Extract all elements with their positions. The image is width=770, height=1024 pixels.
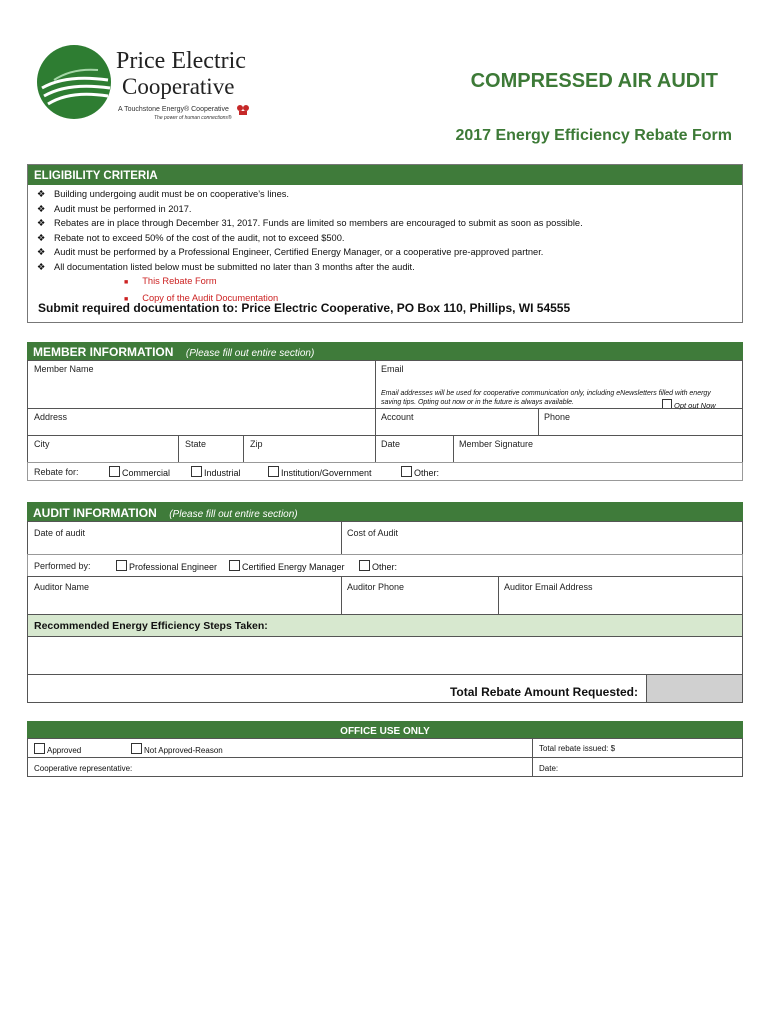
page-subtitle: 2017 Energy Efficiency Rebate Form [455, 127, 732, 144]
logo [36, 44, 276, 124]
office-date-field[interactable] [532, 757, 743, 777]
opt-out-label: Opt out Now [674, 401, 716, 410]
member-heading-text: MEMBER INFORMATION [33, 345, 174, 359]
email-field[interactable] [375, 360, 743, 409]
phone-label: Phone [544, 412, 571, 422]
phone-field[interactable] [538, 408, 743, 436]
logo-subtagline: The power of human connections® [154, 115, 232, 121]
total-amount-input[interactable] [646, 674, 743, 703]
price-electric-logo-emblem [36, 44, 116, 124]
submit-instructions: Submit required documentation to: Price Electric Cooperative, PO Box 110, Phillips, WI 54555 [38, 301, 571, 315]
auditor-name-label: Auditor Name [34, 582, 90, 592]
steps-input-area[interactable] [27, 636, 743, 675]
checkbox-icon [131, 743, 142, 754]
bullet-diamond-icon: ❖ [36, 261, 46, 272]
industrial-label: Industrial [204, 468, 241, 478]
criteria-list [28, 187, 742, 307]
doc-text: Copy of the Audit Documentation [142, 292, 279, 303]
performed-by-label: Performed by: [34, 561, 91, 571]
total-label: Total Rebate Amount Requested: [449, 685, 638, 699]
criteria-item [28, 202, 742, 217]
total-issued-field[interactable] [532, 738, 743, 758]
performed-by-row [27, 554, 743, 577]
total-issued-label: Total rebate issued: $ [539, 744, 616, 753]
checkbox-icon [359, 560, 370, 571]
member-heading [27, 342, 743, 360]
cem-label: Certified Energy Manager [242, 562, 345, 572]
account-field[interactable] [375, 408, 539, 436]
auditor-email-field[interactable] [498, 576, 743, 615]
bullet-diamond-icon: ❖ [36, 232, 46, 243]
audit-other-label: Other: [372, 562, 398, 572]
checkbox-icon [109, 466, 120, 477]
criteria-text: Rebate not to exceed 50% of the cost of the audit, not to exceed $500. [54, 232, 345, 243]
state-field[interactable] [178, 435, 244, 463]
bullet-dot-icon: ■ [124, 295, 129, 303]
auditor-phone-label: Auditor Phone [347, 582, 405, 592]
cost-of-audit-field[interactable] [341, 521, 743, 555]
city-label: City [34, 439, 50, 449]
criteria-text: Audit must be performed by a Professional Engineer, Certified Energy Manager, or a cooperative pre-approved partner. [54, 247, 544, 257]
state-label: State [185, 439, 207, 449]
commercial-label: Commercial [122, 468, 171, 478]
other-checkbox[interactable] [401, 466, 439, 478]
eligibility-section [27, 164, 743, 323]
cem-checkbox[interactable] [229, 560, 345, 572]
criteria-text: Rebates are in place through December 31, 2017. Funds are limited so members are encouraged to submit as soon as possible. [54, 218, 583, 228]
eligibility-heading-text: ELIGIBILITY CRITERIA [34, 170, 158, 182]
doc-item [28, 274, 742, 291]
criteria-item [28, 216, 742, 231]
email-label: Email [381, 364, 404, 374]
checkbox-icon [268, 466, 279, 477]
date-of-audit-field[interactable] [27, 521, 342, 555]
checkbox-icon [401, 466, 412, 477]
address-field[interactable] [27, 408, 376, 436]
member-name-field[interactable] [27, 360, 376, 409]
rebate-for-label: Rebate for: [34, 467, 79, 477]
industrial-checkbox[interactable] [191, 466, 241, 478]
not-approved-checkbox[interactable] [131, 743, 223, 755]
criteria-text: Building undergoing audit must be on cooperative’s lines. [54, 189, 289, 199]
auditor-email-label: Auditor Email Address [504, 582, 593, 592]
email-note: Email addresses will be used for cooperative communication only, including eNewsletters filled with energy saving tips. Opting out now or in the future is always available. [381, 390, 711, 406]
zip-label: Zip [250, 439, 263, 449]
address-label: Address [34, 412, 68, 422]
criteria-item [28, 231, 742, 246]
checkbox-icon [34, 743, 45, 754]
auditor-name-field[interactable] [27, 576, 342, 615]
coop-rep-label: Cooperative representative: [34, 764, 133, 773]
touchstone-icon [236, 102, 250, 116]
audit-heading-note: (Please fill out entire section) [169, 509, 298, 520]
date-label: Date [381, 439, 401, 449]
eligibility-heading [28, 165, 742, 185]
coop-rep-field[interactable] [27, 757, 533, 777]
checkbox-icon [229, 560, 240, 571]
signature-label: Member Signature [459, 439, 534, 449]
commercial-checkbox[interactable] [109, 466, 170, 478]
criteria-item [28, 260, 742, 275]
checkbox-icon [191, 466, 202, 477]
checkbox-icon [116, 560, 127, 571]
total-row [27, 674, 647, 703]
approved-checkbox[interactable] [34, 743, 81, 755]
doc-text: This Rebate Form [142, 276, 217, 286]
member-name-label: Member Name [34, 364, 94, 374]
institution-label: Institution/Government [281, 468, 372, 478]
pe-checkbox[interactable] [116, 560, 217, 572]
steps-heading [27, 614, 743, 637]
other-label: Other: [414, 468, 440, 478]
office-approval-row [27, 738, 533, 758]
city-field[interactable] [27, 435, 179, 463]
bullet-diamond-icon: ❖ [36, 247, 46, 257]
rebate-for-row [27, 462, 743, 481]
criteria-text: All documentation listed below must be submitted no later than 3 months after the audit. [54, 261, 415, 272]
institution-checkbox[interactable] [268, 466, 372, 478]
office-heading-text: OFFICE USE ONLY [340, 726, 430, 737]
account-label: Account [381, 412, 414, 422]
criteria-item [28, 187, 742, 202]
audit-heading-text: AUDIT INFORMATION [33, 506, 157, 520]
approved-label: Approved [47, 746, 82, 755]
bullet-diamond-icon: ❖ [36, 203, 46, 214]
bullet-diamond-icon: ❖ [36, 218, 46, 228]
not-approved-label: Not Approved-Reason [144, 746, 223, 755]
pe-label: Professional Engineer [129, 562, 218, 572]
audit-heading [27, 502, 743, 521]
office-date-label: Date: [539, 764, 559, 773]
date-of-audit-label: Date of audit [34, 528, 86, 538]
bullet-dot-icon: ■ [124, 279, 129, 286]
steps-label: Recommended Energy Efficiency Steps Taken: [34, 620, 268, 632]
office-heading [27, 721, 743, 738]
date-field[interactable] [375, 435, 454, 463]
zip-field[interactable] [243, 435, 376, 463]
auditor-phone-field[interactable] [341, 576, 499, 615]
cost-of-audit-label: Cost of Audit [347, 528, 399, 538]
logo-tagline: A Touchstone Energy® Cooperative [118, 106, 229, 113]
criteria-text: Audit must be performed in 2017. [54, 203, 192, 214]
bullet-diamond-icon: ❖ [36, 189, 46, 199]
logo-line1: Price Electric [116, 48, 246, 74]
signature-field[interactable] [453, 435, 743, 463]
page-title: COMPRESSED AIR AUDIT [470, 70, 718, 92]
logo-line2: Cooperative [122, 74, 235, 99]
audit-other-checkbox[interactable] [359, 560, 397, 572]
member-heading-note: (Please fill out entire section) [185, 348, 315, 359]
criteria-item [28, 245, 742, 260]
